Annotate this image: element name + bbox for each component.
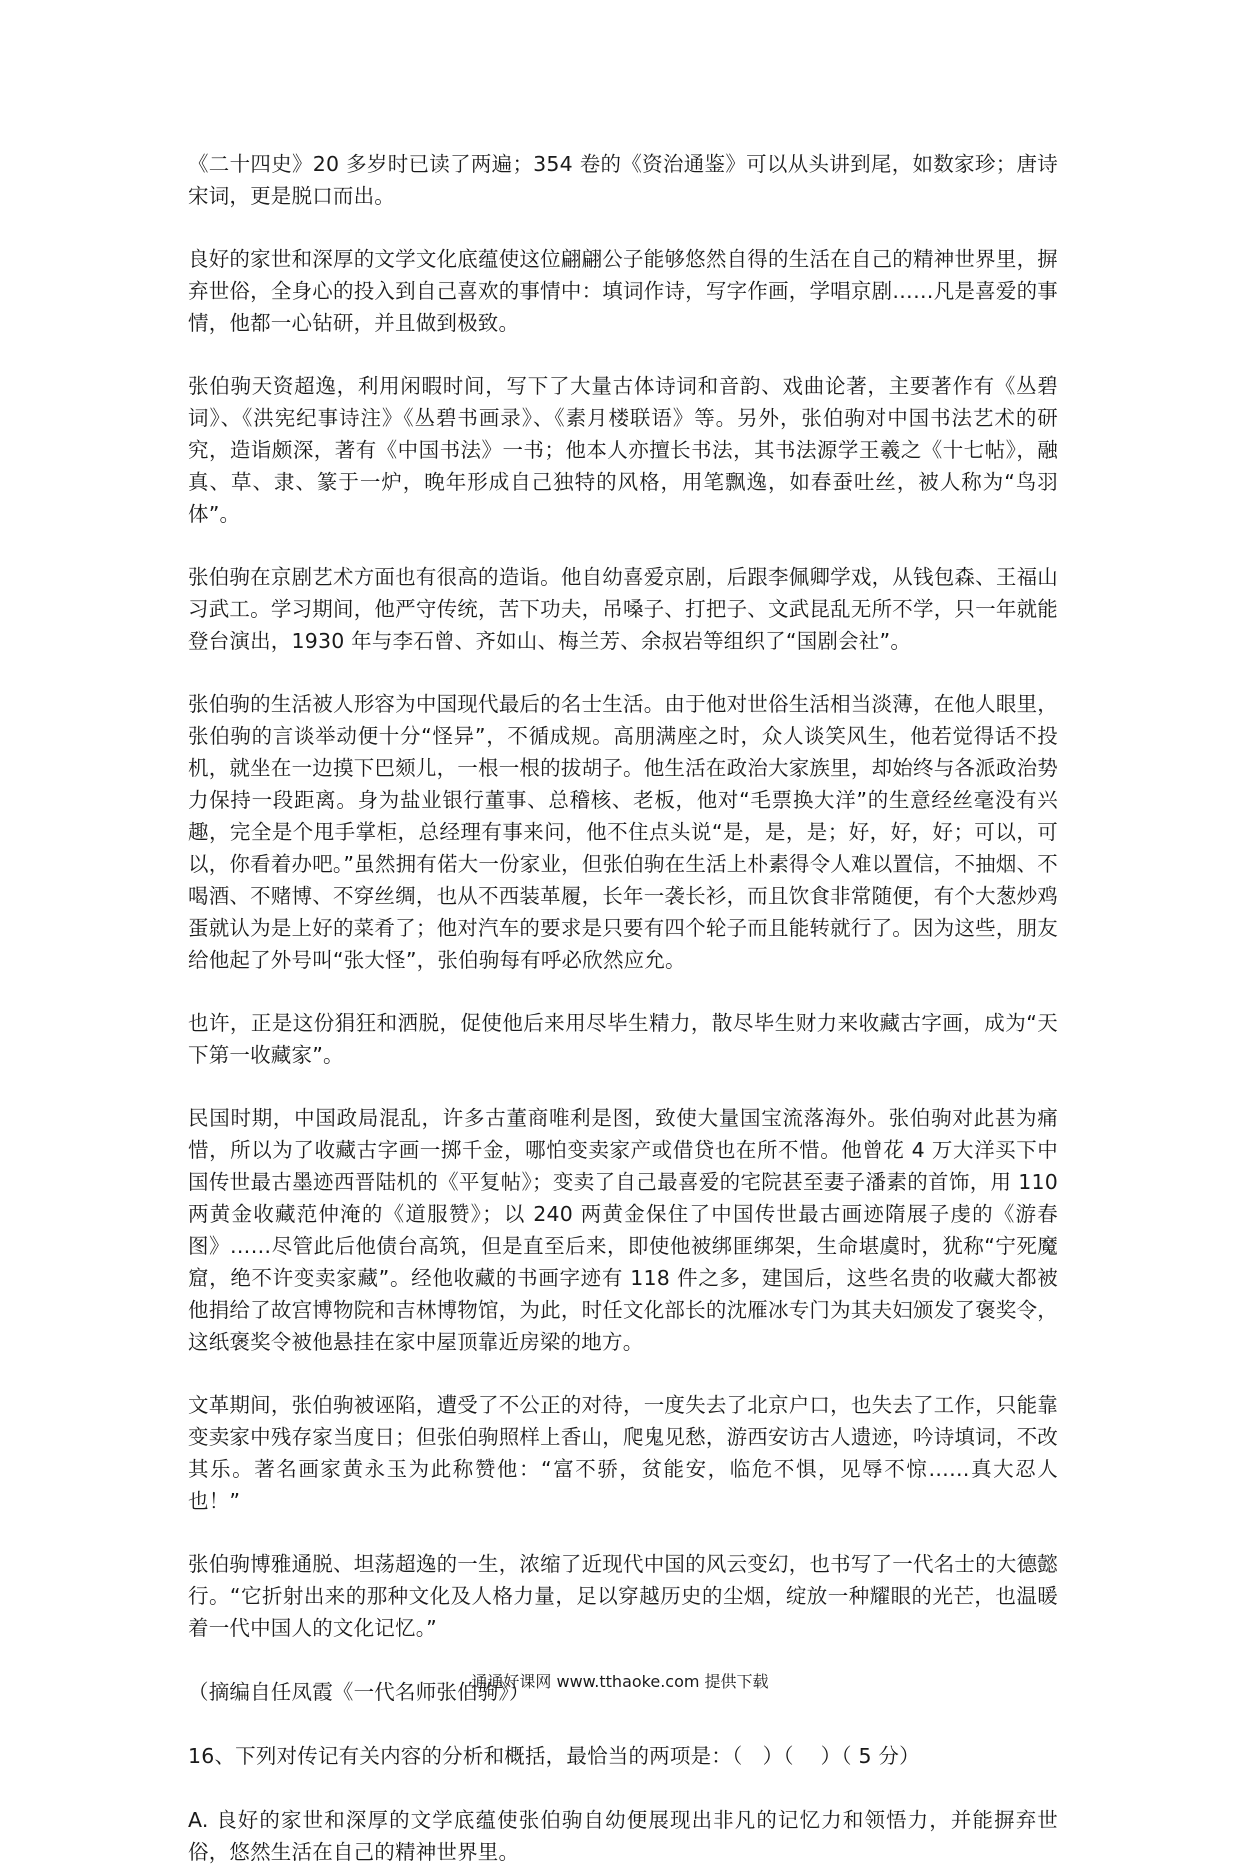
footer-watermark: 通通好课网 www.tthaoke.com 提供下载 bbox=[471, 1672, 769, 1691]
paragraph-literary-works: 张伯驹天资超逸，利用闲暇时间，写下了大量古体诗词和音韵、戏曲论著，主要著作有《丛碧词》、《洪宪纪事诗注》《丛碧书画录》、《素月楼联语》等。另外，张伯驹对中国书法艺术的研究，造诣颇深，著有《中国书法》一书；他本人亦擅长书法，其书法源学王羲之《十七帖》，融真、草、隶、篆于一炉，晚年形成自己独特的风格，用笔飘逸，如春蚕吐丝，被人称为“鸟羽体”。 bbox=[188, 374, 1058, 526]
option-a: A. 良好的家世和深厚的文学底蕴使张伯驹自幼便展现出非凡的记忆力和领悟力，并能摒弃世俗，悠然生活在自己的精神世界里。 bbox=[188, 1808, 1058, 1864]
paragraph-family-background: 良好的家世和深厚的文学文化底蕴使这位翩翩公子能够悠然自得的生活在自己的精神世界里，摒弃世俗，全身心的投入到自己喜欢的事情中：填词作诗，写字作画，学唱京剧……凡是喜爱的事情，他都一心钻研，并且做到极致。 bbox=[188, 247, 1058, 335]
paragraph-peking-opera: 张伯驹在京剧艺术方面也有很高的造诣。他自幼喜爱京剧，后跟李佩卿学戏，从钱包森、王福山习武工。学习期间，他严守传统，苦下功夫，吊嗓子、打把子、文武昆乱无所不学，只一年就能登台演出，1930 年与李石曾、齐如山、梅兰芳、余叔岩等组织了“国剧会社”。 bbox=[188, 565, 1058, 653]
paragraph-cultural-revolution: 文革期间，张伯驹被诬陷，遭受了不公正的对待，一度失去了北京户口，也失去了工作，只能靠变卖家中残存家当度日；但张伯驹照样上香山，爬鬼见愁，游西安访古人遗迹，吟诗填词，不改其乐。著名画家黄永玉为此称赞他：“富不骄，贫能安，临危不惧，见辱不惊……真大忍人也！” bbox=[188, 1393, 1058, 1513]
document-body bbox=[188, 148, 1065, 1868]
paragraph-republic-era: 民国时期，中国政局混乱，许多古董商唯利是图，致使大量国宝流落海外。张伯驹对此甚为痛惜，所以为了收藏古字画一掷千金，哪怕变卖家产或借贷也在所不惜。他曾花 4 万大洋买下中国传世最古墨迹西晋陆机的《平复帖》；变卖了自己最喜爱的宅院甚至妻子潘素的首饰，用 110 两黄金收藏范仲淹的《道服赞》；以 240 两黄金保住了中国传世最古画迹隋展子虔的《游春图》……尽管此后他债台高筑，但是直至后来，即使他被绑匪绑架，生命堪虞时，犹称“宁死魔窟，绝不许变卖家藏”。经他收藏的书画字迹有 118 件之多，建国后，这些名贵的收藏大都被他捐给了故宫博物院和吉林博物馆，为此，时任文化部长的沈雁冰专门为其夫妇颁发了褒奖令，这纸褒奖令被他悬挂在家中屋顶靠近房梁的地方。 bbox=[188, 1106, 1065, 1354]
paragraph-summary: 张伯驹博雅通脱、坦荡超逸的一生，浓缩了近现代中国的风云变幻，也书写了一代名士的大德懿行。“它折射出来的那种文化及人格力量，足以穿越历史的尘烟，绽放一种耀眼的光芒，也温暖着一代中国人的文化记忆。” bbox=[188, 1552, 1058, 1640]
paragraph-lifestyle: 张伯驹的生活被人形容为中国现代最后的名士生活。由于他对世俗生活相当淡薄，在他人眼里，张伯驹的言谈举动便十分“怪异”，不循成规。高朋满座之时，众人谈笑风生，他若觉得话不投机，就坐在一边摸下巴颏儿，一根一根的拔胡子。他生活在政治大家族里，却始终与各派政治势力保持一段距离。身为盐业银行董事、总稽核、老板，他对“毛票换大洋”的生意经丝毫没有兴趣，完全是个甩手掌柜，总经理有事来问，他不住点头说“是，是，是；好，好，好；可以，可以，你看着办吧。”虽然拥有偌大一份家业，但张伯驹在生活上朴素得令人难以置信，不抽烟、不喝酒、不赌博、不穿丝绸，也从不西装革履，长年一袭长衫，而且饮食非常随便，有个大葱炒鸡蛋就认为是上好的菜肴了；他对汽车的要求是只要有四个轮子而且能转就行了。因为这些，朋友给他起了外号叫“张大怪”，张伯驹每有呼必欣然应允。 bbox=[188, 692, 1058, 972]
paragraph-reading-history: 《二十四史》20 多岁时已读了两遍；354 卷的《资治通鉴》可以从头讲到尾，如数家珍；唐诗宋词，更是脱口而出。 bbox=[188, 152, 1058, 208]
source-citation: （摘编自任凤霞《一代名师张伯驹》） bbox=[188, 1680, 530, 1704]
question-16: 16、下列对传记有关内容的分析和概括，最恰当的两项是：（ ）（ ）（ 5 分） bbox=[188, 1744, 920, 1768]
paragraph-collector: 也许，正是这份狷狂和洒脱，促使他后来用尽毕生精力，散尽毕生财力来收藏古字画，成为“天下第一收藏家”。 bbox=[188, 1011, 1058, 1067]
